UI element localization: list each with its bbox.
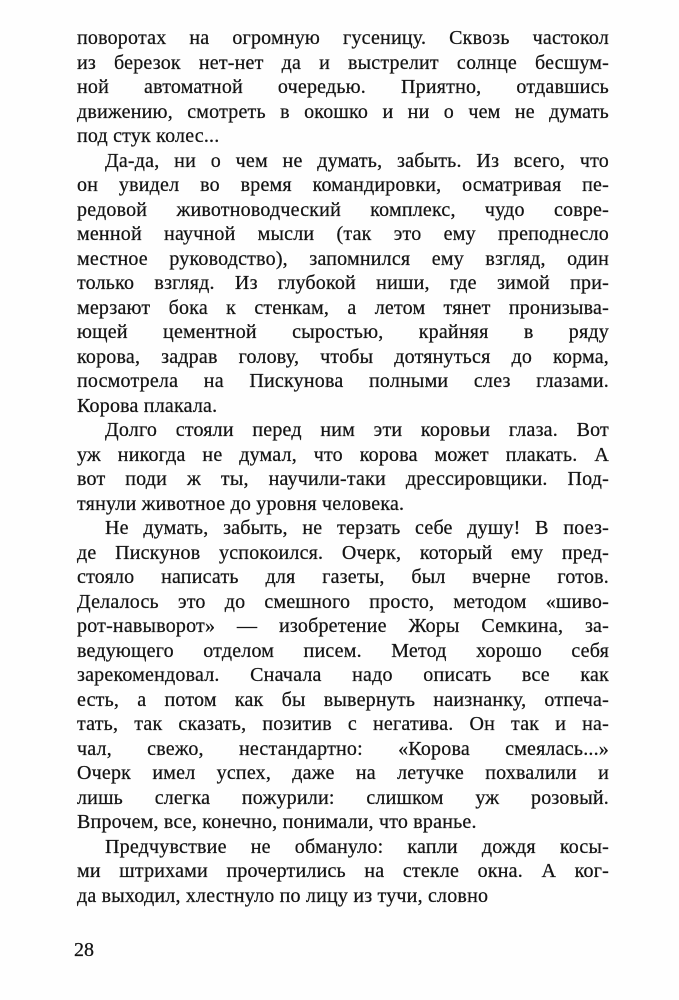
- text-line: поворотах на огромную гусеницу. Сквозь частокол: [77, 27, 609, 49]
- text-line: редовой животноводческий комплекс, чудо совре-: [77, 198, 609, 221]
- text-line: он увидел во время командировки, осматривая пе-: [77, 174, 609, 196]
- text-line: местное руководство), запомнился ему взгляд, один: [77, 247, 609, 270]
- text-line: Очерк имел успех, даже на летучке похвалили и: [77, 762, 609, 784]
- text-line: Не думать, забыть, не терзать себе душу! В поез-: [105, 517, 609, 539]
- paragraph: [77, 835, 609, 909]
- text-line: корова, задрав голову, чтобы дотянуться до корма,: [77, 345, 609, 368]
- text-line: только взгляд. Из глубокой ниши, где зимой при-: [77, 272, 609, 294]
- text-line: движению, смотреть в окошко и ни о чем не думать: [77, 100, 609, 123]
- text-line: мерзают бока к стенкам, а летом тянет пронизыва-: [77, 296, 609, 319]
- text-line: рот-навыворот» — изобретение Жоры Семкина, за-: [77, 615, 609, 637]
- text-line: уж никогда не думал, что корова может плакать. А: [77, 443, 609, 466]
- paragraph: [77, 516, 609, 835]
- text-line: есть, а потом как бы вывернуть наизнанку, отпеча-: [77, 688, 609, 711]
- text-line: да выходил, хлестнуло по лицу из тучи, словно: [77, 884, 489, 907]
- text-line: Долго стояли перед ним эти коровьи глаза. Вот: [105, 419, 609, 441]
- text-block: [77, 26, 609, 908]
- text-line: Делалось это до смешного просто, методом «шиво-: [77, 590, 609, 613]
- text-line: ми штрихами прочертились на стекле окна. А ког-: [77, 860, 609, 882]
- text-line: стояло написать для газеты, был вчерне готов.: [77, 566, 609, 588]
- text-line: чал, свежо, нестандартно: «Корова смеялась...»: [77, 737, 609, 760]
- paragraph: [77, 149, 609, 419]
- text-line: из березок нет-нет да и выстрелит солнце бесшум-: [77, 51, 609, 74]
- text-line: Впрочем, все, конечно, понимали, что вранье.: [77, 811, 477, 833]
- text-line: тать, так сказать, позитив с негатива. Он так и на-: [77, 713, 609, 735]
- text-line: под стук колес...: [77, 125, 220, 147]
- text-line: зарекомендовал. Сначала надо описать все как: [77, 664, 609, 686]
- text-line: ведующего отделом писем. Метод хорошо себя: [77, 639, 609, 662]
- text-line: менной научной мысли (так это ему преподнесло: [77, 223, 609, 245]
- paragraph: [77, 418, 609, 516]
- paragraph: [77, 26, 609, 149]
- text-line: лишь слегка пожурили: слишком уж розовый.: [77, 786, 609, 809]
- text-line: тянули животное до уровня человека.: [77, 492, 405, 515]
- text-line: посмотрела на Пискунова полными слез глазами.: [77, 370, 609, 392]
- text-line: вот поди ж ты, научили-таки дрессировщики. Под-: [77, 468, 609, 490]
- text-line: де Пискунов успокоился. Очерк, который ему пред-: [77, 541, 609, 564]
- text-line: Предчувствие не обмануло: капли дождя косы-: [105, 835, 609, 858]
- text-line: Да-да, ни о чем не думать, забыть. Из всего, что: [105, 149, 609, 172]
- text-line: ющей цементной сыростью, крайняя в ряду: [77, 321, 609, 343]
- text-line: ной автоматной очередью. Приятно, отдавшись: [77, 76, 609, 98]
- text-line: Корова плакала.: [77, 394, 218, 417]
- page-number: 28: [74, 939, 94, 961]
